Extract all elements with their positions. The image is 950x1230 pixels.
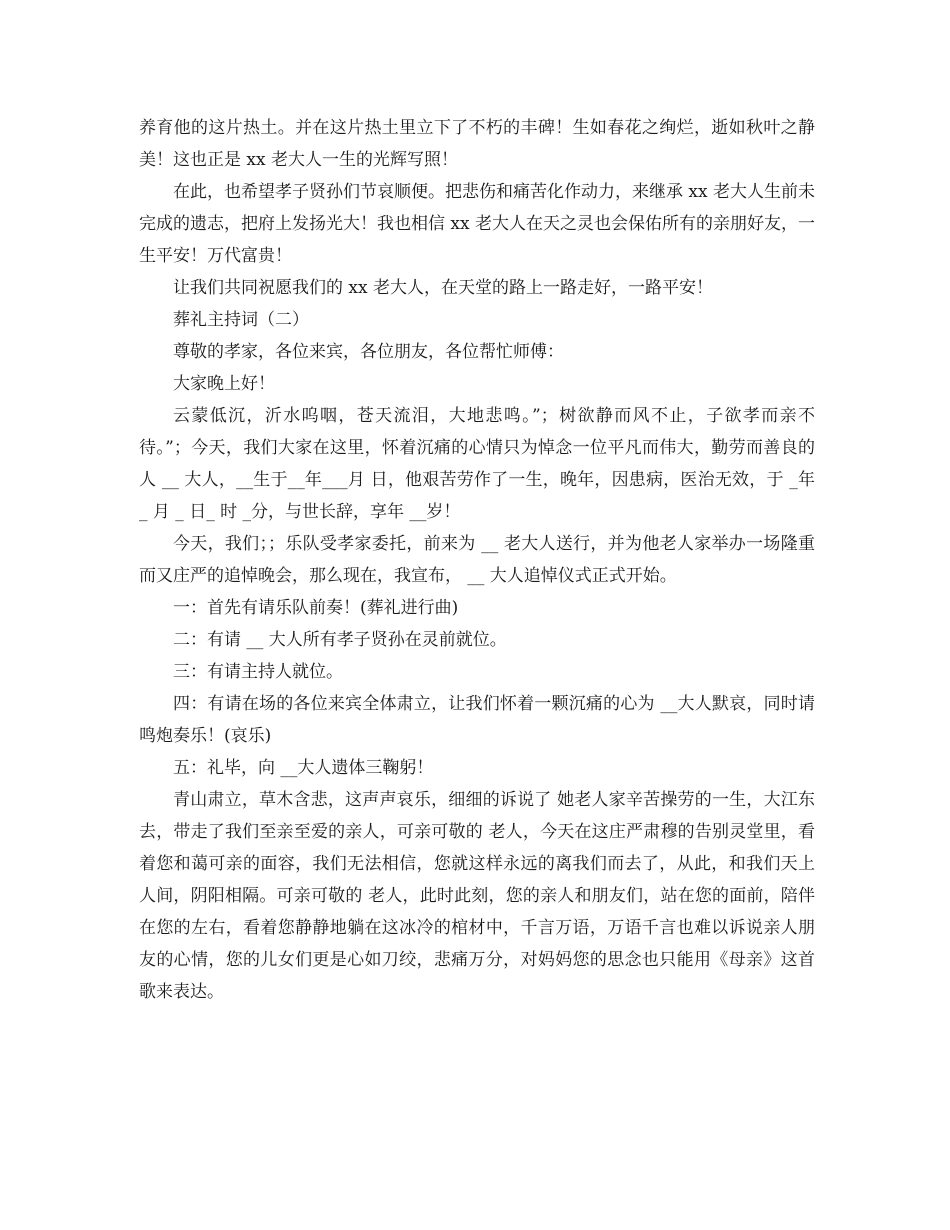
paragraph: 养育他的这片热土。并在这片热土里立下了不朽的丰碑！生如春花之绚烂，逝如秋叶之静美！这也正是 xx 老大人一生的光辉写照！ (139, 118, 815, 170)
ceremony-step: 一：首先有请乐队前奏！(葬礼进行曲) (173, 598, 459, 618)
paragraph: 青山肃立，草木含悲，这声声哀乐，细细的诉说了 她老人家辛苦操劳的一生，大江东去，带走了我们至亲至爱的亲人，可亲可敬的 老人，今天在这庄严肃穆的告别灵堂里，看着您和蔼可亲的面容，我们无法相信，您就这样永远的离我们而去了，从此，和我们天上人间，阴阳相隔。可亲可敬的 老人，此时此刻，您的亲人和朋友们，站在您的面前，陪伴在您的左右，看着您静静地躺在这冰冷的棺材中，千言万语，万语千言也难以诉说亲人朋友的心情，您的儿女们更是心如刀绞，悲痛万分，对妈妈您的思念也只能用《母亲》这首歌来表达。 (139, 790, 815, 1002)
ceremony-step: 四：有请在场的各位来宾全体肃立，让我们怀着一颗沉痛的心为 __大人默哀，同时请鸣炮奏乐！(哀乐) (139, 694, 815, 746)
document-body (139, 112, 815, 1008)
paragraph: 云蒙低沉，沂水呜咽，苍天流泪，大地悲鸣。”；树欲静而风不止，子欲孝而亲不待。”；今天，我们大家在这里，怀着沉痛的心情只为悼念一位平凡而伟大，勤劳而善良的人 __ 大人，__生于__年___月 日，他艰苦劳作了一生，晚年，因患病，医治无效，于 _年_ 月 _ 日_ 时 _分，与世长辞，享年 __岁！ (139, 406, 815, 522)
paragraph: 在此，也希望孝子贤孙们节哀顺便。把悲伤和痛苦化作动力，来继承 xx 老大人生前未完成的遗志，把府上发扬光大！我也相信 xx 老大人在天之灵也会保佑所有的亲朋好友，一生平安！万代富贵！ (139, 182, 815, 266)
ceremony-step: 三：有请主持人就位。 (173, 662, 343, 682)
paragraph: 让我们共同祝愿我们的 xx 老大人，在天堂的路上一路走好，一路平安！ (173, 278, 713, 298)
section-heading: 葬礼主持词（二） (173, 310, 309, 330)
paragraph: 今天，我们；；乐队受孝家委托，前来为 __ 老大人送行，并为他老人家举办一场隆重而又庄严的追悼晚会，那么现在，我宣布， __ 大人追悼仪式正式开始。 (139, 534, 815, 586)
greeting: 大家晚上好！ (173, 374, 275, 394)
ceremony-step: 五：礼毕，向 __大人遗体三鞠躬！ (173, 758, 434, 778)
salutation: 尊敬的孝家，各位来宾，各位朋友，各位帮忙师傅： (173, 342, 564, 362)
ceremony-step: 二：有请 __ 大人所有孝子贤孙在灵前就位。 (173, 630, 507, 650)
